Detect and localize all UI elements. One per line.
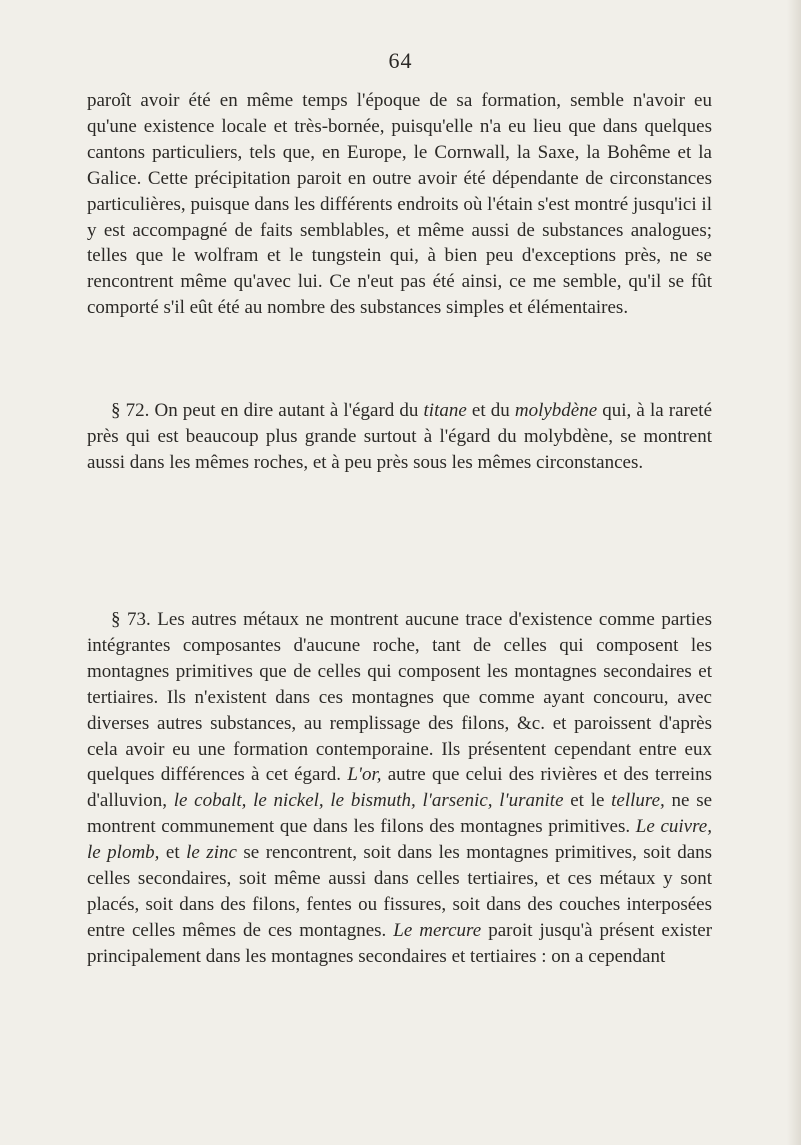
- paragraph-text: paroît avoir été en même temps l'époque de sa formation, semble n'avoir eu qu'une existence locale et très-bornée, puisqu'elle n'a eu lieu que dans quelques cantons particuliers, tels que, en Europe, le Cornwall, la Saxe, la Bohême et la Galice. Cette précipitation paroit en outre avoir été dépendante de circonstances particulières, puisque dans les différents endroits où l'étain s'est montré jusqu'ici il y est accompagné de faits semblables, et même aussi de substances analogues; telles que le wolfram et le tungstein qui, à bien peu d'exceptions près, ne se rencontrent même qu'avec lui. Ce n'eut pas été ainsi, ce me semble, qu'il se fût comporté s'il eût été au nombre des substances simples et élémentaires.: [87, 90, 712, 319]
- paragraph-text: et: [165, 842, 180, 864]
- term-titane: titane: [423, 400, 467, 421]
- paragraph-text: ne se montrent communement que dans les filons des montagnes primitives.: [87, 790, 713, 838]
- paragraph-text: Les autres métaux ne montrent aucune trace d'existence comme parties intégrantes composantes d'aucune roche, tant de celles qui composent les montagnes primitives que de celles qui composent les montagnes secondaires et tertiaires. Ils n'existent dans ces montagnes que comme ayant concouru, avec diverses autres substances, au remplissage des filons, &c. et paroissent d'après cela avoir eu une formation contemporaine. Ils présentent cependant entre eux quelques différences à cet égard.: [87, 609, 713, 786]
- page-number: 64: [388, 48, 413, 73]
- paragraph-text: autre que celui des rivières et des terreins d'alluvion,: [87, 764, 713, 812]
- term-uranite: l'uranite: [499, 790, 564, 812]
- term-plomb: le plomb,: [87, 842, 160, 864]
- paragraph-text: paroit jusqu'à présent exister principalement dans les montagnes secondaires et tertiaires : on a cependant: [87, 919, 713, 967]
- paragraph-continuation: [87, 88, 712, 321]
- paragraph-text: et le: [570, 790, 605, 812]
- paragraph-text: qui, à la rareté près qui est beaucoup plus grande surtout à l'égard du molybdène, se montrent aussi dans les mêmes roches, et à peu près sous les mêmes circonstances.: [87, 400, 712, 473]
- term-cuivre: Le cuivre,: [635, 816, 712, 838]
- term-zinc: le zinc: [186, 842, 237, 864]
- term-bismuth: le bismuth,: [330, 790, 416, 812]
- paragraph-text: On peut en dire autant à l'égard du: [154, 400, 419, 421]
- paragraph-section-73: [87, 607, 712, 970]
- term-arsenic: l'arsenic,: [422, 790, 493, 812]
- section-number: § 72.: [111, 400, 150, 421]
- section-number: § 73.: [111, 609, 151, 630]
- page-edge-shadow: [787, 0, 801, 1145]
- paragraph-text: et du: [471, 400, 510, 421]
- term-mercure: Le mercure: [393, 919, 482, 941]
- term-molybdene: molybdène: [514, 400, 598, 421]
- paragraph-section-72: [87, 398, 712, 476]
- term-tellure: tellure,: [611, 790, 665, 812]
- paragraph-text: se rencontrent, soit dans les montagnes primitives, soit dans celles secondaires, soit même aussi dans celles tertiaires, et ces métaux y sont placés, soit dans des filons, fentes ou fissures, soit dans des couches interposées entre celles mêmes de ces montagnes.: [87, 842, 713, 941]
- term-nickel: le nickel,: [253, 790, 324, 812]
- term-or: L'or,: [347, 764, 382, 786]
- term-cobalt: le cobalt,: [173, 790, 247, 812]
